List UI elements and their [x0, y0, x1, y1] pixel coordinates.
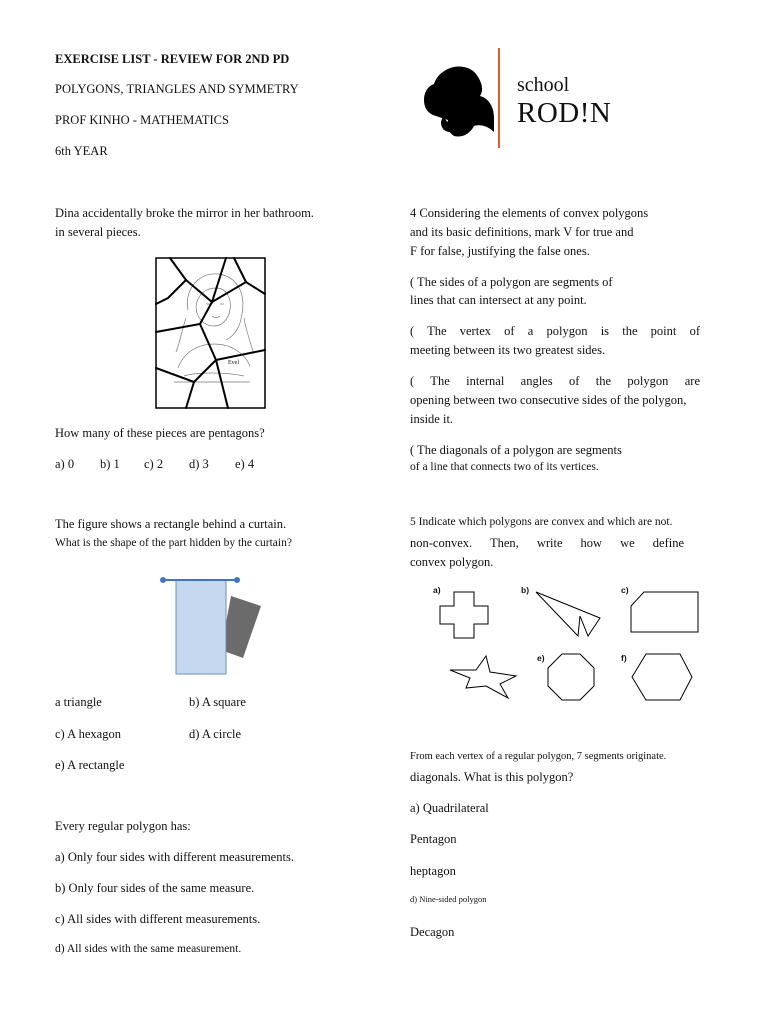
- curtain-rectangle-figure: [155, 574, 265, 674]
- q2-text-line1: The figure shows a rectangle behind a curtain.: [55, 517, 287, 531]
- q4-item3-line2: opening between two consecutive sides of the polygon,: [410, 393, 687, 407]
- q6-text-line1: From each vertex of a regular polygon, 7 segments originate.: [410, 751, 667, 762]
- q1-question: How many of these pieces are pentagons?: [55, 426, 265, 440]
- q4-item2-line2: meeting between its two greatest sides.: [410, 343, 606, 357]
- q1-option-a: a) 0: [55, 457, 75, 471]
- polygons-figure: [430, 580, 750, 710]
- q4-item4-line2: of a line that connects two of its vertices.: [410, 461, 599, 473]
- polygon-e-octagon: [548, 654, 594, 700]
- page-title: EXERCISE LIST - REVIEW FOR 2ND PD: [55, 52, 290, 66]
- q5-text-line1: 5 Indicate which polygons are convex and which are not.: [410, 516, 673, 528]
- polygon-f-hexagon: [632, 654, 692, 700]
- q2-option-d: d) A circle: [189, 727, 242, 741]
- q6-option-a: a) Quadrilateral: [410, 801, 489, 815]
- q1-option-b: b) 1: [100, 457, 120, 471]
- polygon-a-cross: [440, 592, 488, 638]
- q4-item3-line1: ( The internal angles of the polygon are: [410, 374, 700, 388]
- polygon-label-c: c): [621, 585, 629, 595]
- mirror-signature: Evel: [228, 360, 239, 366]
- polygon-label-b: b): [521, 585, 530, 595]
- q5-text-line3: convex polygon.: [410, 555, 494, 569]
- thinker-silhouette-icon: [418, 62, 508, 152]
- q4-text-line1: 4 Considering the elements of convex polygons: [410, 206, 649, 220]
- polygon-label-a: a): [433, 585, 441, 595]
- polygon-c-pentagon: [631, 592, 698, 632]
- polygon-label-e: e): [537, 653, 545, 663]
- q1-text-line2: in several pieces.: [55, 225, 141, 239]
- q4-item1-line1: ( The sides of a polygon are segments of: [410, 275, 613, 289]
- q4-item3-line3: inside it.: [410, 412, 454, 426]
- logo-rodin-text: ROD!N: [517, 97, 612, 129]
- polygon-b-concave: [536, 592, 600, 636]
- q2-option-b: b) A square: [189, 695, 246, 709]
- q1-option-c: c) 2: [144, 457, 164, 471]
- polygon-label-f: f): [621, 653, 627, 663]
- q3-option-b: b) Only four sides of the same measure.: [55, 881, 255, 895]
- q2-option-c: c) A hexagon: [55, 727, 121, 741]
- q3-option-d: d) All sides with the same measurement.: [55, 943, 242, 955]
- q1-option-e: e) 4: [235, 457, 255, 471]
- q6-text-line2: diagonals. What is this polygon?: [410, 770, 574, 784]
- year-line: 6th YEAR: [55, 144, 108, 158]
- q4-item4-line1: ( The diagonals of a polygon are segments: [410, 443, 622, 457]
- logo-divider: [498, 48, 500, 148]
- rod-end-right: [234, 577, 240, 583]
- q3-option-a: a) Only four sides with different measurements.: [55, 850, 294, 864]
- rectangle-shape: [176, 580, 226, 674]
- logo-school-text: school: [517, 74, 570, 96]
- q3-option-c: c) All sides with different measurements.: [55, 912, 261, 926]
- q4-item2-line1: ( The vertex of a polygon is the point of: [410, 324, 700, 338]
- q3-intro: Every regular polygon has:: [55, 819, 191, 833]
- q4-item1-line2: lines that can intersect at any point.: [410, 293, 587, 307]
- teacher-line: PROF KINHO - MATHEMATICS: [55, 113, 229, 127]
- q6-option-e: Decagon: [410, 925, 455, 939]
- q6-option-b: Pentagon: [410, 832, 457, 846]
- rod-end-left: [160, 577, 166, 583]
- q1-option-d: d) 3: [189, 457, 209, 471]
- school-logo: [418, 48, 658, 153]
- polygon-d-star: [450, 656, 516, 698]
- q4-text-line3: F for false, justifying the false ones.: [410, 244, 590, 258]
- curtain-shape: [221, 596, 261, 658]
- subject-line: POLYGONS, TRIANGLES AND SYMMETRY: [55, 82, 299, 96]
- broken-mirror-figure: [156, 258, 265, 408]
- q2-option-e: e) A rectangle: [55, 758, 125, 772]
- q4-text-line2: and its basic definitions, mark V for true and: [410, 225, 634, 239]
- q6-option-c: heptagon: [410, 864, 456, 878]
- q2-text-line2: What is the shape of the part hidden by the curtain?: [55, 537, 292, 549]
- q1-text-line1: Dina accidentally broke the mirror in her bathroom.: [55, 206, 314, 220]
- q6-option-d: d) Nine-sided polygon: [410, 894, 487, 904]
- q5-text-line2: non-convex. Then, write how we define: [410, 536, 684, 550]
- q2-option-a: a triangle: [55, 695, 102, 709]
- broken-mirror-illustration: [156, 258, 265, 408]
